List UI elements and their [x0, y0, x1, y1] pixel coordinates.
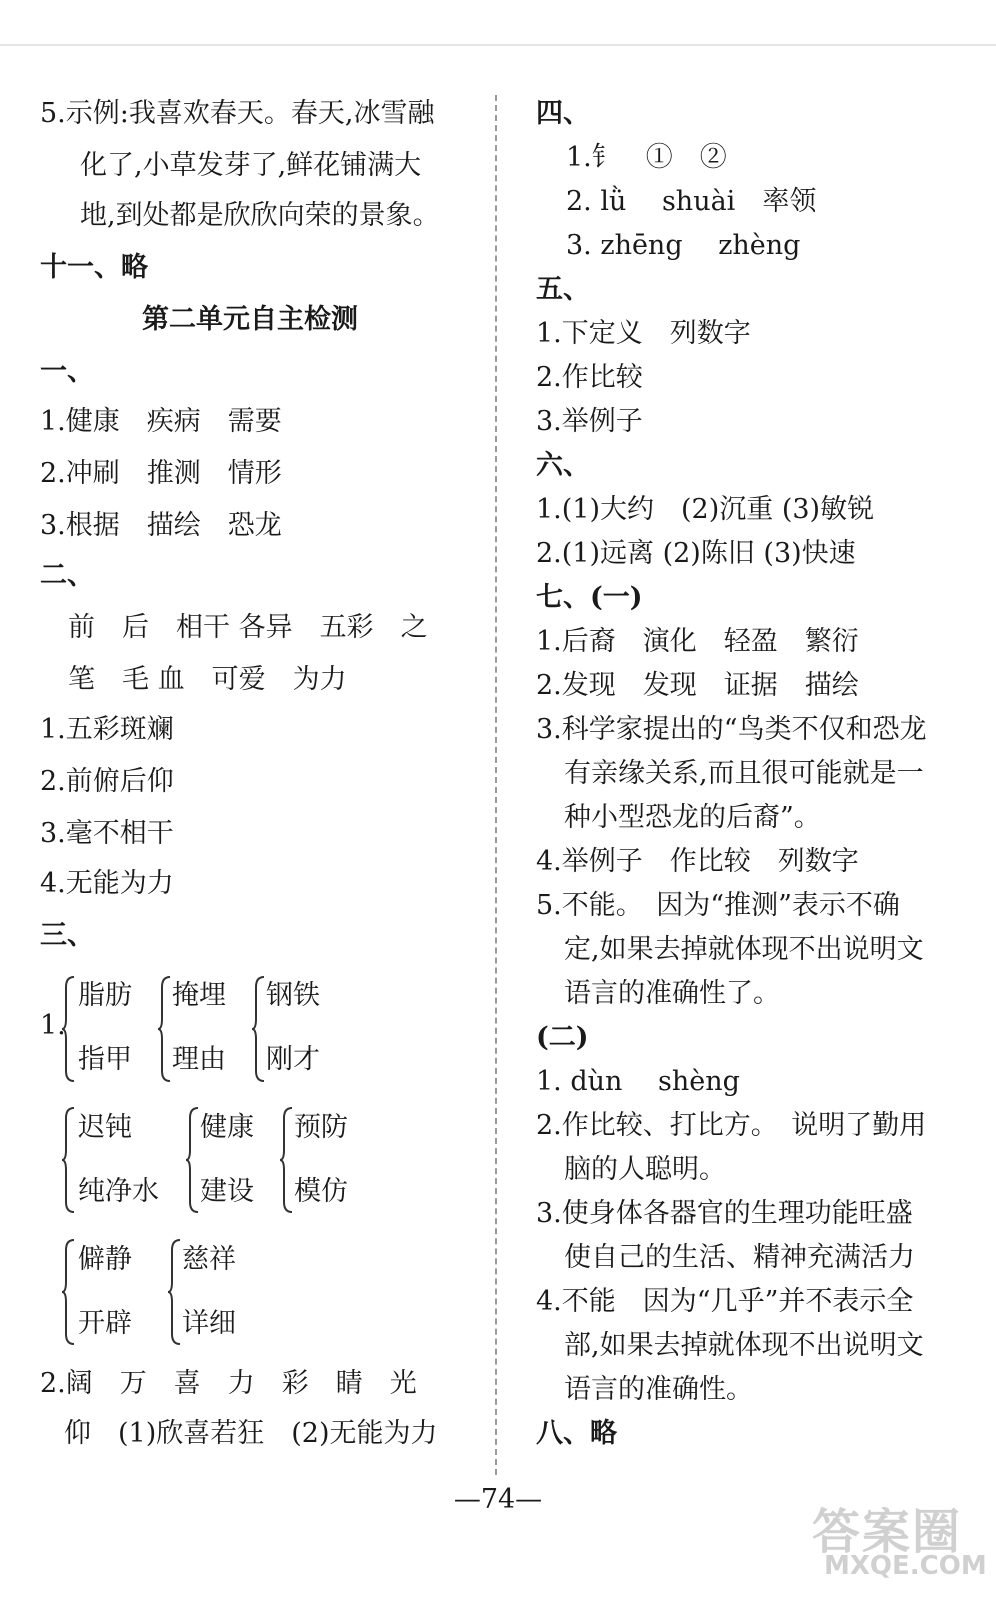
watermark-url: MXQE.COM: [824, 1551, 987, 1581]
section-heading: 四、: [536, 98, 590, 129]
answer-line: 3.使身体各器官的生理功能旺盛: [536, 1198, 913, 1229]
answer-line: 2.作比较、打比方。 说明了勤用: [536, 1110, 927, 1141]
word: 预防: [294, 1112, 348, 1143]
answer-line: 1.: [40, 1010, 66, 1041]
answer-line: 语言的准确性。: [564, 1374, 753, 1405]
watermark-logo: [802, 1493, 987, 1588]
answer-line: 定,如果去掉就体现不出说明文: [564, 934, 924, 965]
answer-line: 2.作比较: [536, 362, 643, 393]
unit-title: 第二单元自主检测: [142, 304, 358, 335]
word: 脂肪: [78, 980, 132, 1011]
answer-line: 笔 毛 血 可爱 为力: [68, 664, 347, 695]
answer-line: 1.后裔 演化 轻盈 繁衍: [536, 626, 859, 657]
page-number: —74—: [453, 1484, 543, 1515]
answer-line: 部,如果去掉就体现不出说明文: [564, 1330, 924, 1361]
word: 开辟: [78, 1308, 132, 1339]
answer-line: 2.冲刷 推测 情形: [40, 458, 282, 489]
section-heading: 一、: [40, 356, 94, 387]
section-heading: 六、: [536, 450, 590, 481]
answer-line: 2.(1)远离 (2)陈旧 (3)快速: [536, 538, 856, 569]
word: 纯净水: [78, 1176, 159, 1207]
section-heading: 十一、略: [40, 252, 148, 283]
word: 建设: [200, 1176, 254, 1207]
answer-line: 4.举例子 作比较 列数字: [536, 846, 859, 877]
word: 掩埋: [172, 980, 226, 1011]
answer-line: 4.无能为力: [40, 868, 174, 899]
word: 详细: [182, 1308, 236, 1339]
answer-line: 3.举例子: [536, 406, 643, 437]
word: 迟钝: [78, 1112, 132, 1143]
brace-icon: [252, 975, 266, 1083]
answer-line: 3.毫不相干: [40, 818, 174, 849]
top-rule: [0, 44, 996, 46]
brace-icon: [62, 1238, 76, 1346]
answer-line: 4.不能 因为“几乎”并不表示全: [536, 1286, 914, 1317]
answer-line: 2.前俯后仰: [40, 766, 174, 797]
answer-line: 2.发现 发现 证据 描绘: [536, 670, 859, 701]
answer-line: 化了,小草发芽了,鲜花铺满大: [80, 150, 422, 181]
answer-line: 3. zhēng zhèng: [566, 230, 801, 261]
brace-icon: [62, 975, 76, 1083]
word: 钢铁: [266, 980, 320, 1011]
brace-icon: [158, 975, 172, 1083]
answer-line: 1.钅 ① ②: [566, 142, 727, 173]
answer-line: 1. dùn shèng: [536, 1066, 740, 1097]
answer-line: 种小型恐龙的后裔”。: [564, 802, 821, 833]
answer-line: 前 后 相干 各异 五彩 之: [68, 612, 428, 643]
section-heading: 五、: [536, 274, 590, 305]
answer-line: 地,到处都是欣欣向荣的景象。: [80, 200, 440, 231]
answer-line: 语言的准确性了。: [564, 978, 780, 1009]
answer-line: 2. lǜ shuài 率领: [566, 186, 817, 217]
word: 健康: [200, 1112, 254, 1143]
column-divider: [495, 95, 497, 1475]
answer-line: 5.不能。 因为“推测”表示不确: [536, 890, 900, 921]
word: 刚才: [266, 1044, 320, 1075]
brace-icon: [62, 1106, 76, 1214]
brace-icon: [186, 1106, 200, 1214]
answer-line: 仰 (1)欣喜若狂 (2)无能为力: [64, 1418, 438, 1449]
answer-line: 1.(1)大约 (2)沉重 (3)敏锐: [536, 494, 875, 525]
word: 指甲: [78, 1044, 132, 1075]
answer-line: 使自己的生活、精神充满活力: [564, 1242, 915, 1273]
answer-line: 3.根据 描绘 恐龙: [40, 510, 282, 541]
answer-line: 有亲缘关系,而且很可能就是一: [564, 758, 924, 789]
brace-icon: [280, 1106, 294, 1214]
answer-line: 3.科学家提出的“鸟类不仅和恐龙: [536, 714, 927, 745]
brace-icon: [168, 1238, 182, 1346]
word: 模仿: [294, 1176, 348, 1207]
word: 理由: [172, 1044, 226, 1075]
section-heading: 七、(一): [536, 582, 643, 613]
watermark-text: 答案圈: [812, 1504, 963, 1560]
section-heading: (二): [536, 1022, 589, 1053]
answer-line: 脑的人聪明。: [564, 1154, 726, 1185]
section-heading: 三、: [40, 920, 94, 951]
answer-line: 1.健康 疾病 需要: [40, 406, 282, 437]
answer-line: 1.五彩斑斓: [40, 714, 174, 745]
answer-line: 2.阔 万 喜 力 彩 睛 光: [40, 1368, 417, 1399]
answer-line: 5.示例:我喜欢春天。春天,冰雪融: [40, 98, 435, 129]
word: 僻静: [78, 1244, 132, 1275]
word: 慈祥: [182, 1244, 236, 1275]
section-heading: 二、: [40, 560, 94, 591]
answer-line: 1.下定义 列数字: [536, 318, 751, 349]
section-heading: 八、略: [536, 1418, 617, 1449]
